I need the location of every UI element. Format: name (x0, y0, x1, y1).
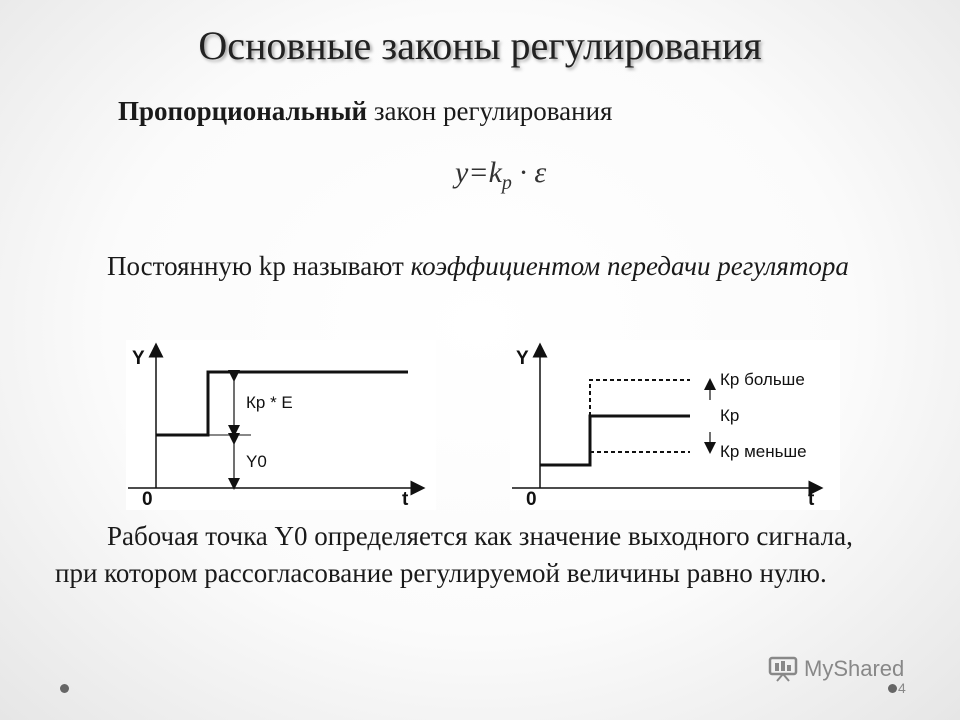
graph-left-x-label: t (402, 489, 409, 510)
slide-bullet-left (60, 684, 69, 693)
subtitle-bold: Пропорциональный (118, 96, 368, 126)
slide-bullet-right (888, 684, 897, 693)
slide-subtitle (118, 96, 612, 127)
para1-italic: коэффициентом передачи регулятора (410, 251, 849, 281)
formula-dot: · (519, 156, 527, 189)
graph-right-y-label: Y (516, 348, 529, 369)
page-number: 4 (898, 680, 906, 696)
formula-k: k (488, 156, 502, 189)
logo-text: MyShared (804, 656, 905, 681)
graph-right-x-label: t (808, 489, 815, 510)
slide-title: Основные законы регулирования (198, 23, 762, 68)
formula-sub: p (501, 172, 512, 194)
subtitle-rest: закон регулирования (367, 96, 613, 126)
formula-y: y (455, 156, 469, 189)
label-kp: Кр (720, 406, 740, 425)
label-kp-more: Кр больше (720, 370, 805, 389)
para1-normal: Постоянную kр называют (107, 251, 411, 281)
graph-left (126, 340, 436, 510)
label-kp-less: Кр меньше (720, 442, 807, 461)
presentation-icon (768, 656, 798, 682)
graph-left-y-label: Y (132, 348, 145, 369)
formula (455, 156, 546, 195)
myshared-logo (768, 656, 904, 682)
gain-label: Кр * Е (246, 393, 293, 412)
y0-label: Y0 (246, 452, 267, 471)
paragraph-operating-point (55, 518, 895, 592)
formula-eq: = (468, 156, 489, 189)
paragraph-coefficient (55, 248, 875, 285)
formula-eps: ε (534, 156, 547, 189)
graph-right-origin: 0 (526, 489, 537, 510)
step-kp-more (590, 380, 690, 416)
step-kp (540, 416, 690, 465)
graph-right (510, 340, 840, 510)
para2-text: Рабочая точка Y0 определяется как значение выходного сигнала, при котором рассогласование регулируемой величины равно нулю. (55, 521, 853, 588)
graph-left-origin: 0 (142, 489, 153, 510)
